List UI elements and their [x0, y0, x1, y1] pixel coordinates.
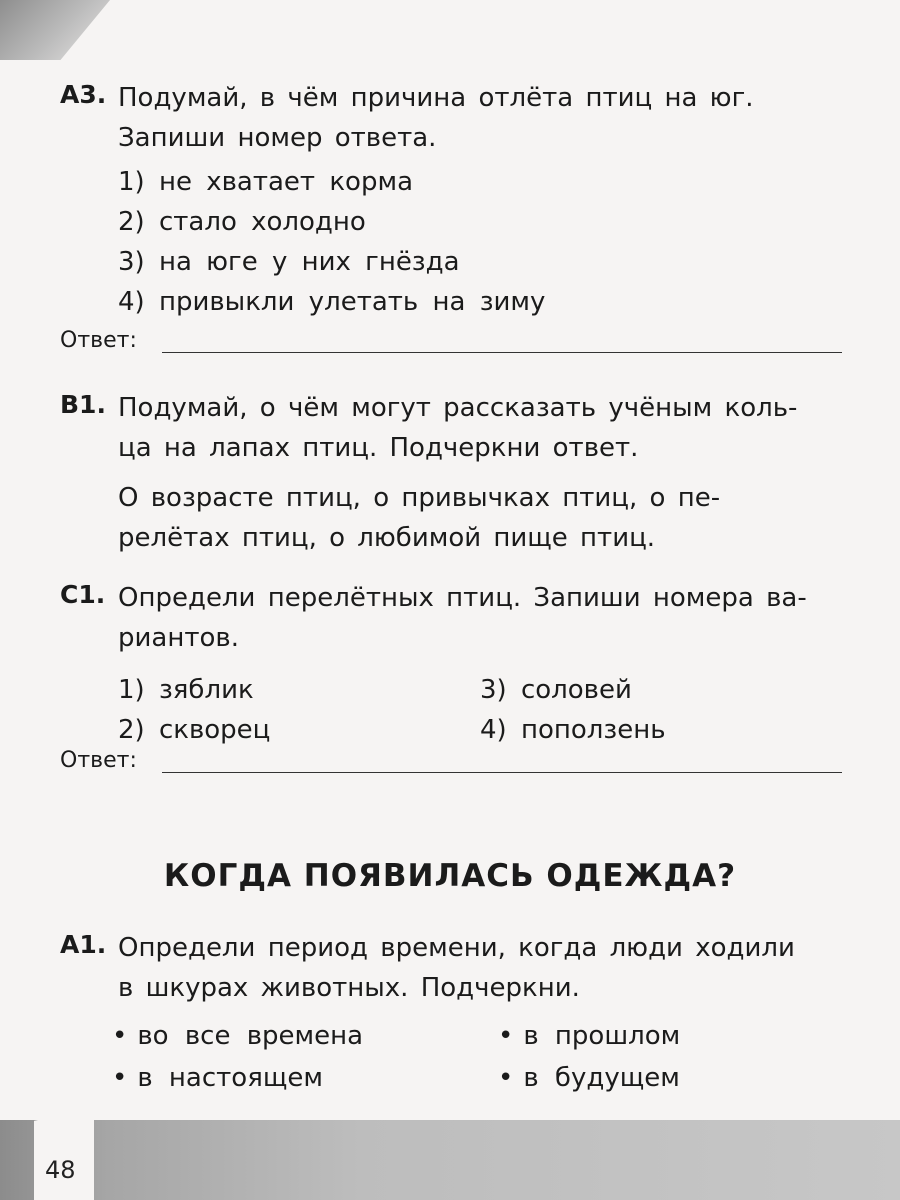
question-label: С1. — [60, 580, 106, 609]
option-4[interactable]: 4) поползень — [480, 715, 666, 745]
bullet-option[interactable]: • во все времена — [112, 1016, 363, 1056]
corner-decoration — [0, 0, 110, 60]
answer-line[interactable] — [162, 352, 842, 353]
question-text — [118, 578, 848, 658]
question-a1 — [60, 928, 848, 1106]
question-text-line: Подумай, о чём могут рассказать учёным коль- — [118, 393, 798, 423]
bullet-option[interactable]: • в будущем — [498, 1058, 680, 1098]
question-text-line: ца на лапах птиц. Подчеркни ответ. — [118, 433, 639, 463]
answer-label: Ответ: — [60, 748, 137, 773]
question-label: А3. — [60, 80, 107, 109]
question-text-line: Определи период времени, когда люди ходили — [118, 933, 795, 963]
question-text-line: в шкурах животных. Подчеркни. — [118, 973, 580, 1003]
question-a3 — [60, 78, 848, 322]
answer-line[interactable] — [162, 772, 842, 773]
bullet-option[interactable]: • в настоящем — [112, 1058, 323, 1098]
option-2[interactable]: 2) скворец — [118, 715, 271, 745]
bullet-options — [118, 1016, 848, 1106]
question-text — [118, 928, 848, 1008]
option-1[interactable]: 1) не хватает корма — [118, 167, 413, 197]
question-text-line: Подумай, в чём причина отлёта птиц на юг. — [118, 83, 754, 113]
answer-field-a3[interactable] — [60, 328, 842, 358]
choices-line[interactable]: релётах птиц, о любимой пище птиц. — [118, 523, 656, 553]
question-text — [118, 78, 848, 158]
choices-text[interactable] — [118, 478, 848, 558]
option-3[interactable]: 3) соловей — [480, 675, 632, 705]
question-c1 — [60, 578, 848, 750]
option-4[interactable]: 4) привыкли улетать на зиму — [118, 287, 546, 317]
question-text-line: риантов. — [118, 623, 239, 653]
question-b1 — [60, 388, 848, 558]
option-1[interactable]: 1) зяблик — [118, 675, 254, 705]
bullet-option[interactable]: • в прошлом — [498, 1016, 680, 1056]
question-text-line: Определи перелётных птиц. Запиши номера ва- — [118, 583, 807, 613]
question-text — [118, 388, 848, 468]
page-number: 48 — [45, 1156, 76, 1184]
section-title: КОГДА ПОЯВИЛАСЬ ОДЕЖДА? — [163, 858, 737, 894]
footer-band — [0, 1120, 900, 1200]
page-number-tab — [34, 1108, 94, 1200]
answer-label: Ответ: — [60, 328, 137, 353]
question-text-line: Запиши номер ответа. — [118, 123, 437, 153]
options-list — [118, 162, 848, 322]
question-label: В1. — [60, 390, 106, 419]
option-3[interactable]: 3) на юге у них гнёзда — [118, 247, 460, 277]
question-label: А1. — [60, 930, 107, 959]
answer-field-c1[interactable] — [60, 748, 842, 778]
options-grid — [118, 670, 848, 750]
option-2[interactable]: 2) стало холодно — [118, 207, 366, 237]
choices-line[interactable]: О возрасте птиц, о привычках птиц, о пе- — [118, 483, 721, 513]
